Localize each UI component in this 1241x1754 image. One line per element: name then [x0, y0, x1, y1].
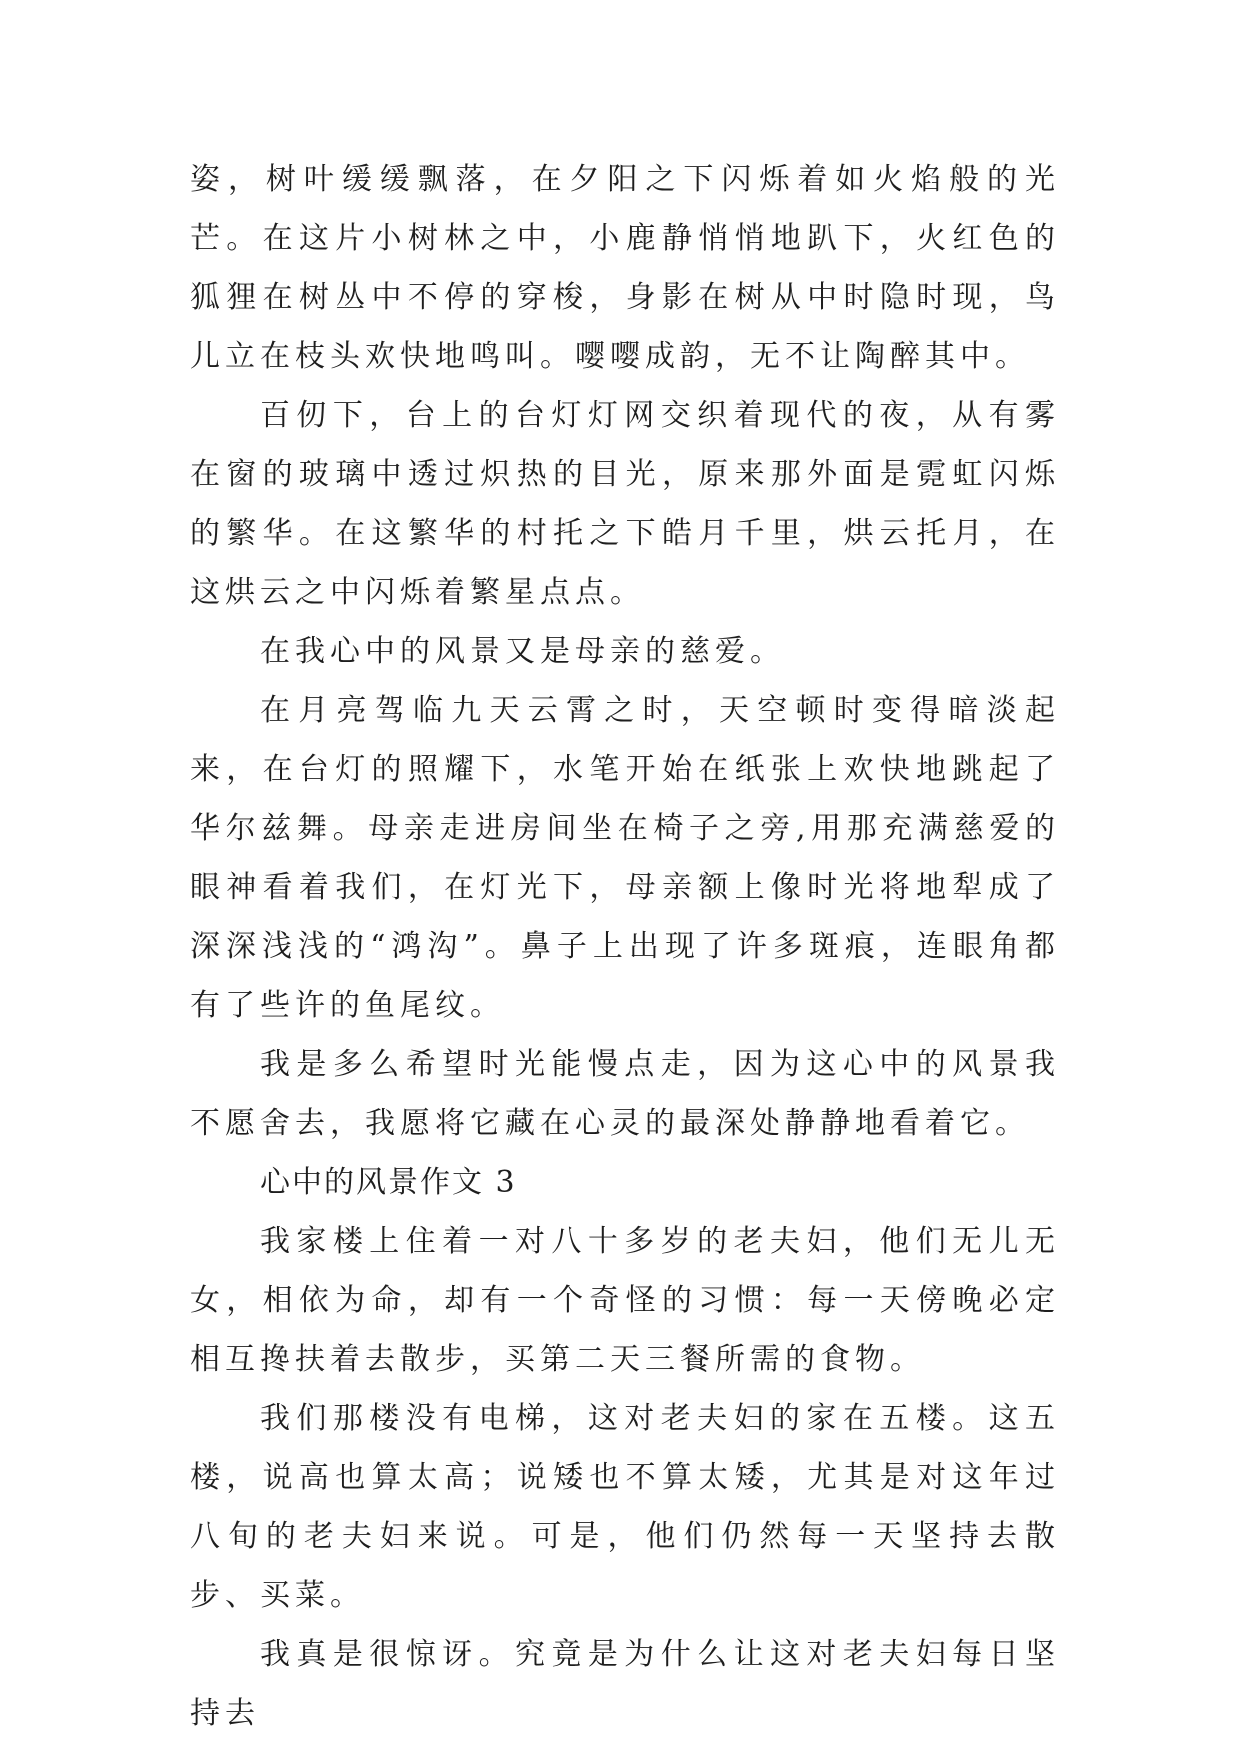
- paragraph: 在我心中的风景又是母亲的慈爱。: [260, 634, 785, 669]
- paragraph: 我家楼上住着一对八十多岁的老夫妇，他们无儿无女，相依为命，却有一个奇怪的习惯：每一天傍晚必定相互搀扶着去散步，买第二天三餐所需的食物。: [190, 1224, 1060, 1377]
- paragraph: 在月亮驾临九天云霄之时，天空顿时变得暗淡起来，在台灯的照耀下，水笔开始在纸张上欢快地跳起了华尔兹舞。母亲走进房间坐在椅子之旁,用那充满慈爱的眼神看着我们，在灯光下，母亲额上像时光将地犁成了深深浅浅的“鸿沟”。鼻子上出现了许多斑痕，连眼角都有了些许的鱼尾纹。: [190, 693, 1060, 1023]
- document-page: [190, 150, 1060, 1743]
- section-heading: 心中的风景作文 3: [260, 1165, 517, 1200]
- paragraph: 百仞下，台上的台灯灯网交织着现代的夜，从有雾在窗的玻璃中透过炽热的目光，原来那外面是霓虹闪烁的繁华。在这繁华的村托之下皓月千里，烘云托月，在这烘云之中闪烁着繁星点点。: [190, 398, 1060, 610]
- paragraph: 我是多么希望时光能慢点走，因为这心中的风景我不愿舍去，我愿将它藏在心灵的最深处静静地看着它。: [190, 1047, 1060, 1141]
- paragraph: 我们那楼没有电梯，这对老夫妇的家在五楼。这五楼，说高也算太高；说矮也不算太矮，尤其是对这年过八旬的老夫妇来说。可是，他们仍然每一天坚持去散步、买菜。: [190, 1401, 1060, 1613]
- paragraph-continued: 姿，树叶缓缓飘落，在夕阳之下闪烁着如火焰般的光芒。在这片小树林之中，小鹿静悄悄地趴下，火红色的狐狸在树丛中不停的穿梭，身影在树从中时隐时现，鸟儿立在枝头欢快地鸣叫。嘤嘤成韵，无不让陶醉其中。: [190, 162, 1060, 374]
- paragraph: 我真是很惊讶。究竟是为什么让这对老夫妇每日坚持去: [190, 1637, 1060, 1731]
